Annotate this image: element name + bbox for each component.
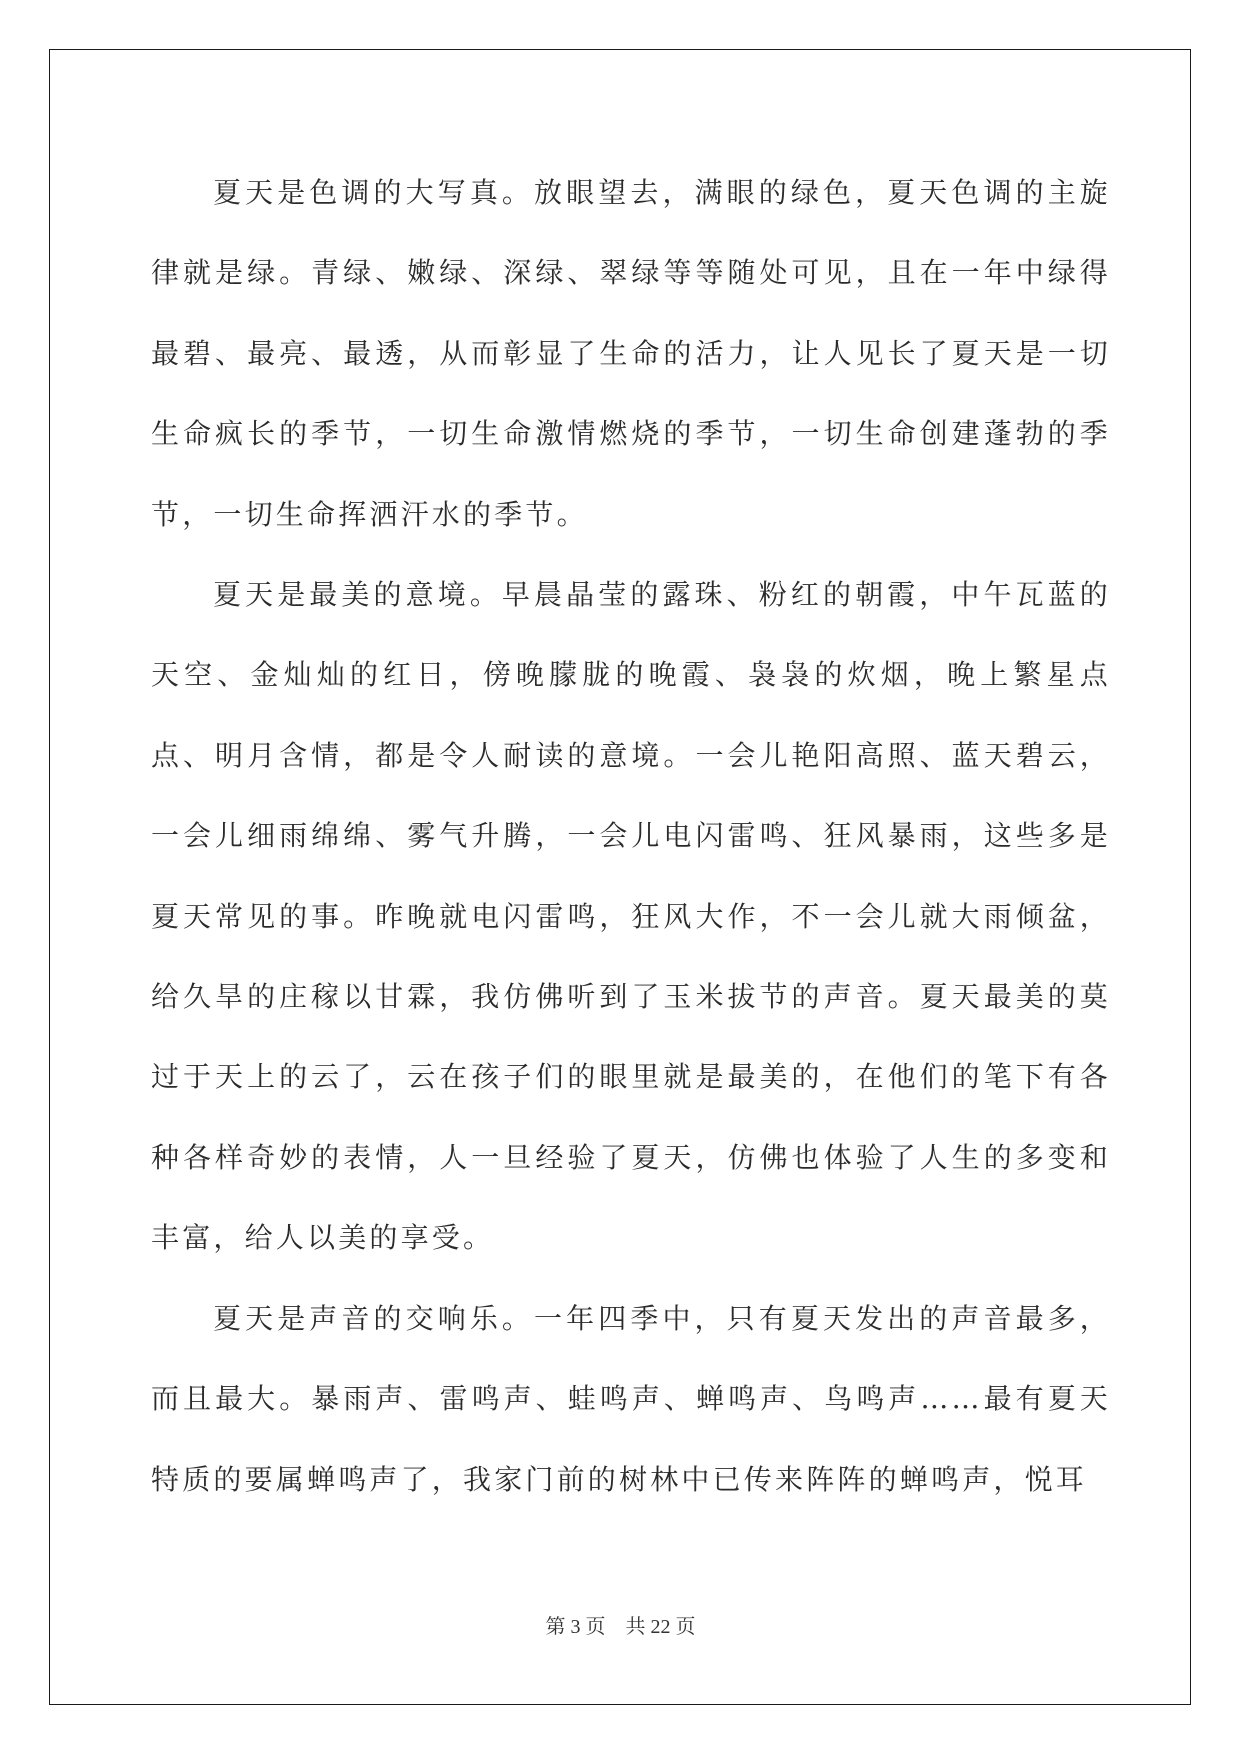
paragraph-color: 夏天是色调的大写真。放眼望去，满眼的绿色，夏天色调的主旋律就是绿。青绿、嫩绿、深绿、翠绿等等随处可见，且在一年中绿得最碧、最亮、最透，从而彰显了生命的活力，让人见长了夏天是一切生命疯长的季节，一切生命激情燃烧的季节，一切生命创建蓬勃的季节，一切生命挥洒汗水的季节。 (151, 176, 1111, 531)
page-number: 第 3 页 (545, 1616, 606, 1638)
page-total: 共 22 页 (625, 1616, 696, 1638)
paragraph-mood: 夏天是最美的意境。早晨晶莹的露珠、粉红的朝霞，中午瓦蓝的天空、金灿灿的红日，傍晚朦胧的晚霞、袅袅的炊烟，晚上繁星点点、明月含情，都是令人耐读的意境。一会儿艳阳高照、蓝天碧云，一会儿细雨绵绵、雾气升腾，一会儿电闪雷鸣、狂风暴雨，这些多是夏天常见的事。昨晚就电闪雷鸣，狂风大作，不一会儿就大雨倾盆，给久旱的庄稼以甘霖，我仿佛听到了玉米拔节的声音。夏天最美的莫过于天上的云了，云在孩子们的眼里就是最美的，在他们的笔下有各种各样奇妙的表情，人一旦经验了夏天，仿佛也体验了人生的多变和丰富，给人以美的享受。 (151, 578, 1111, 1255)
paragraph-sound: 夏天是声音的交响乐。一年四季中，只有夏天发出的声音最多，而且最大。暴雨声、雷鸣声、蛙鸣声、蝉鸣声、鸟鸣声……最有夏天特质的要属蝉鸣声了，我家门前的树林中已传来阵阵的蝉鸣声，悦耳 (151, 1301, 1111, 1496)
page-footer (0, 1610, 1241, 1639)
document-body (151, 153, 1111, 1520)
